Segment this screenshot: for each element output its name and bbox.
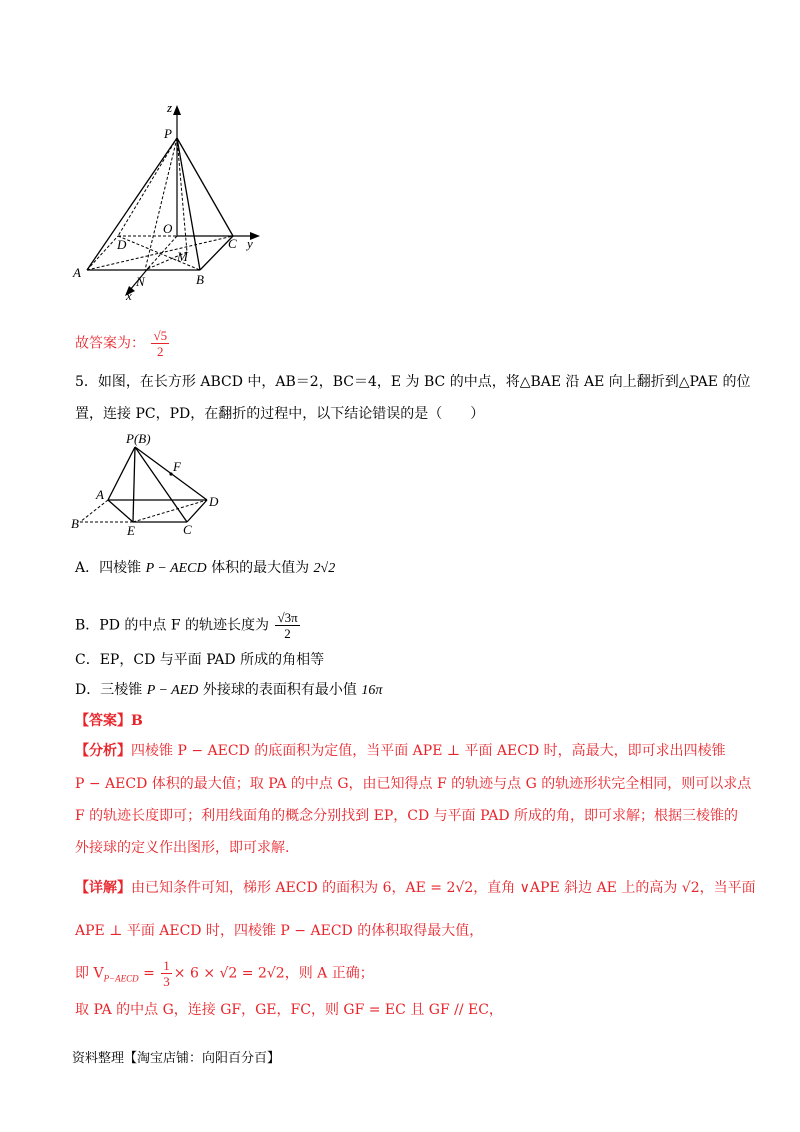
detail-3-equals: = (138, 965, 160, 982)
option-a-middle: 体积的最大值为 (211, 560, 310, 576)
detail-3-rest: × 6 × √2 = 2√2，则 A 正确； (173, 965, 374, 982)
option-d-expression: P − AED (146, 683, 199, 698)
analysis-line-3: F 的轨迹长度即可；利用线面角的概念分别找到 EP，CD 与平面 PAD 所成的角，即可求解；根据三棱锥的 (75, 808, 739, 824)
option-b-prefix: B．PD 的中点 F 的轨迹长度为 (75, 617, 269, 634)
pyramid-axes-figure (70, 100, 270, 303)
label-C: C (228, 236, 237, 251)
detail-text-1: 由已知条件可知，梯形 AECD 的面积为 6，AE = 2√2，直角 ∨APE 斜边 AE 上的高为 √2，当平面 (131, 880, 756, 896)
option-a-value: 2√2 (313, 561, 336, 576)
option-b-denominator: 2 (284, 626, 291, 641)
option-a-prefix: A．四棱锥 (75, 560, 142, 576)
footer-source: 资料整理【淘宝店铺：向阳百分百】 (72, 1051, 281, 1066)
option-a (75, 558, 335, 579)
label-A: A (96, 487, 104, 502)
label-M: M (177, 249, 188, 264)
detail-3-fraction (161, 958, 172, 989)
analysis-line-4: 外接球的定义作出图形，即可求解. (75, 840, 290, 856)
option-b-numerator: √3π (277, 610, 298, 625)
question-5-line-1: 5．如图，在长方形 ABCD 中，AB＝2，BC＝4，E 为 BC 的中点，将△BAE 沿 AE 向上翻折到△PAE 的位 (75, 374, 751, 390)
option-c: C．EP，CD 与平面 PAD 所成的角相等 (75, 652, 325, 668)
analysis-line-2: P − AECD 体积的最大值；取 PA 的中点 G，由已知得点 F 的轨迹与点 G 的轨迹形状完全相同，则可以求点 (75, 776, 752, 792)
detail-3-numerator: 1 (163, 958, 170, 973)
label-A: A (73, 265, 81, 280)
fraction-numerator: √5 (153, 328, 168, 343)
label-B: B (196, 272, 204, 287)
detail-3-prefix: 即 V (75, 965, 104, 982)
detail-line-1 (75, 878, 756, 898)
pyramid-axes-svg (70, 100, 270, 303)
fraction-denominator: 2 (157, 344, 164, 359)
previous-answer (75, 328, 171, 359)
label-F: F (173, 459, 181, 474)
previous-answer-label: 故答案为： (75, 335, 145, 352)
label-z: z (167, 100, 173, 115)
label-x: x (126, 288, 132, 303)
previous-answer-fraction (151, 328, 169, 359)
option-a-expression: P − AECD (145, 561, 207, 576)
label-N: N (136, 274, 145, 289)
option-d-prefix: D．三棱锥 (75, 682, 143, 698)
answer-line: 【答案】B (75, 713, 143, 729)
label-O: O (163, 221, 173, 236)
label-P: P (164, 126, 172, 141)
label-D: D (117, 237, 127, 252)
option-b-fraction (275, 610, 299, 641)
label-C: C (183, 522, 192, 537)
detail-label: 【详解】 (75, 880, 131, 896)
label-B: B (71, 516, 79, 531)
option-b (75, 610, 302, 641)
analysis-text-1: 四棱锥 P − AECD 的底面积为定值，当平面 APE ⊥ 平面 AECD 时，高最大，即可求出四棱锥 (131, 743, 726, 759)
detail-line-4: 取 PA 的中点 G，连接 GF，GE，FC，则 GF = EC 且 GF // EC， (75, 1002, 503, 1018)
option-d-middle: 外接球的表面积有最小值 (202, 682, 357, 698)
option-d-value: 16π (361, 683, 383, 698)
question-5-line-2: 置，连接 PC，PD，在翻折的过程中，以下结论错误的是（ ） (75, 406, 485, 422)
folding-figure (70, 430, 230, 540)
option-d (75, 680, 382, 701)
detail-line-3 (75, 958, 374, 989)
analysis-line-1 (75, 741, 726, 761)
label-y: y (247, 236, 253, 251)
analysis-label: 【分析】 (75, 743, 131, 759)
folding-svg (70, 430, 230, 540)
detail-3-subscript: P−AECD (103, 973, 139, 984)
label-E: E (127, 523, 135, 538)
detail-line-2: APE ⊥ 平面 AECD 时，四棱锥 P − AECD 的体积取得最大值， (75, 923, 484, 939)
detail-3-denominator: 3 (163, 974, 170, 989)
label-PB: P(B) (126, 431, 151, 446)
label-D: D (209, 494, 219, 509)
